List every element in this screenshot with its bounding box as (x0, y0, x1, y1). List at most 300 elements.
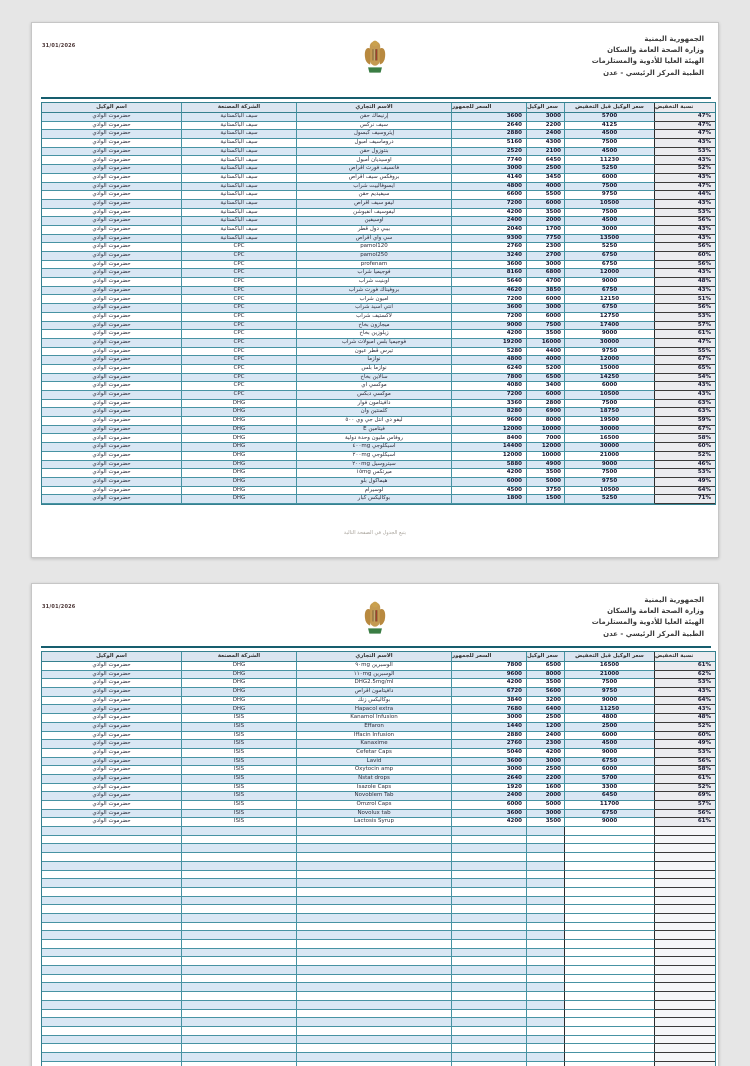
cell (182, 957, 297, 966)
cell: 6400 (527, 705, 565, 714)
empty-table-row (42, 1062, 715, 1066)
cell: 6750 (565, 287, 655, 296)
cell: سيف الباكستانية (182, 165, 297, 174)
ministry-line-1: الجمهورية اليمنية (644, 596, 704, 604)
cell (182, 1036, 297, 1045)
cell: 10000 (527, 426, 565, 435)
table-row (42, 313, 715, 322)
cell: سيف الباكستانية (182, 130, 297, 139)
empty-table-row (42, 862, 715, 871)
cell (655, 923, 715, 932)
cell: 2100 (527, 148, 565, 157)
cell: 2760 (452, 740, 527, 749)
cell: 4900 (527, 461, 565, 470)
cell: 3500 (527, 818, 565, 827)
table-row (42, 165, 715, 174)
header-divider (41, 97, 711, 99)
cell: حضرموت الوادي (42, 740, 182, 749)
cell: ليفو دي انتل جي وي ٥٠٠ (297, 417, 452, 426)
table-row (42, 426, 715, 435)
table-row (42, 113, 715, 122)
cell: DHG (182, 434, 297, 443)
cell: حضرموت الوادي (42, 732, 182, 741)
cell: 4500 (565, 130, 655, 139)
cell: DHG (182, 662, 297, 671)
cell (42, 1053, 182, 1062)
cell (527, 1001, 565, 1010)
cell (452, 1036, 527, 1045)
table-row (42, 304, 715, 313)
cell: 12000 (527, 443, 565, 452)
cell: ISIS (182, 810, 297, 819)
cell: 12750 (565, 313, 655, 322)
ministry-line-2: وزارة الصحة العامة والسكان (607, 46, 704, 55)
cell (42, 923, 182, 932)
cell: حضرموت الوادي (42, 235, 182, 244)
cell: 49% (655, 478, 715, 487)
cell (42, 983, 182, 992)
cell: Lavid (297, 758, 452, 767)
cell (452, 1010, 527, 1019)
cell (527, 914, 565, 923)
cell: 2400 (527, 130, 565, 139)
ministry-line-1: الجمهورية اليمنية (644, 35, 704, 43)
cell (42, 957, 182, 966)
cell: 4080 (452, 382, 527, 391)
cell: سيف الباكستانية (182, 217, 297, 226)
cell: CPC (182, 243, 297, 252)
cell: 7500 (565, 209, 655, 218)
cell (182, 914, 297, 923)
empty-table-row (42, 1053, 715, 1062)
cell: 5600 (527, 688, 565, 697)
ministry-line-4: الطبية المركز الرئيسي - عدن (603, 68, 704, 77)
cell: 5500 (527, 191, 565, 200)
cell (297, 1062, 452, 1066)
cell: حضرموت الوادي (42, 217, 182, 226)
cell (565, 1001, 655, 1010)
table-row (42, 148, 715, 157)
cell: 7200 (452, 391, 527, 400)
cell: 7500 (565, 400, 655, 409)
cell: 47% (655, 122, 715, 131)
cell: 3600 (452, 810, 527, 819)
cell (297, 940, 452, 949)
table-row (42, 391, 715, 400)
table-row (42, 749, 715, 758)
table-row (42, 269, 715, 278)
cell (182, 949, 297, 958)
cell: 6000 (565, 766, 655, 775)
cell: 18750 (565, 408, 655, 417)
cell (452, 949, 527, 958)
cell: 6450 (565, 792, 655, 801)
column-header: السعر للجمهور (452, 652, 527, 662)
cell (527, 844, 565, 853)
cell: 6000 (452, 478, 527, 487)
yemen-eagle-emblem-icon (362, 36, 388, 82)
cell: 58% (655, 766, 715, 775)
cell: 8160 (452, 269, 527, 278)
cell: حضرموت الوادي (42, 122, 182, 131)
cell (42, 844, 182, 853)
cell (655, 1010, 715, 1019)
cell (182, 844, 297, 853)
cell: 1440 (452, 723, 527, 732)
cell (452, 992, 527, 1001)
cell (565, 836, 655, 845)
cell (565, 871, 655, 880)
cell: ISIS (182, 723, 297, 732)
cell: 5700 (565, 113, 655, 122)
cell: 2040 (452, 226, 527, 235)
cell: 52% (655, 784, 715, 793)
empty-table-row (42, 992, 715, 1001)
column-header: اسم الوكيل (42, 652, 182, 662)
cell: الوسبرين ١١٠mg (297, 671, 452, 680)
cell: سيف الباكستانية (182, 113, 297, 122)
cell: 6750 (565, 304, 655, 313)
cell: CPC (182, 261, 297, 270)
cell: 1920 (452, 784, 527, 793)
cell: 3450 (527, 174, 565, 183)
cell: 3840 (452, 697, 527, 706)
cell: 10500 (565, 391, 655, 400)
cell: حضرموت الوادي (42, 487, 182, 496)
cell (655, 1053, 715, 1062)
cell: 43% (655, 235, 715, 244)
cell: 5880 (452, 461, 527, 470)
empty-table-row (42, 836, 715, 845)
cell: Omzrol Caps (297, 801, 452, 810)
cell (452, 923, 527, 932)
empty-table-row (42, 966, 715, 975)
cell: 43% (655, 688, 715, 697)
cell (42, 1027, 182, 1036)
empty-table-row (42, 1018, 715, 1027)
cell: 6000 (527, 391, 565, 400)
table-row (42, 697, 715, 706)
cell: 1800 (452, 495, 527, 504)
cell: 16000 (527, 339, 565, 348)
cell (655, 871, 715, 880)
cell (655, 897, 715, 906)
cell: 6800 (527, 269, 565, 278)
empty-table-row (42, 1001, 715, 1010)
cell: حضرموت الوادي (42, 391, 182, 400)
cell: 7680 (452, 705, 527, 714)
cell: ميجازون بخاخ (297, 322, 452, 331)
cell: 5000 (527, 478, 565, 487)
cell (565, 949, 655, 958)
cell (452, 897, 527, 906)
cell (182, 983, 297, 992)
cell: 1500 (527, 495, 565, 504)
cell: CPC (182, 295, 297, 304)
cell: DHG (182, 495, 297, 504)
cell (655, 862, 715, 871)
table-row (42, 261, 715, 270)
cell (527, 1036, 565, 1045)
cell: 8280 (452, 408, 527, 417)
cell: 47% (655, 183, 715, 192)
cell: 56% (655, 217, 715, 226)
cell: 6000 (527, 295, 565, 304)
cell: 5250 (565, 243, 655, 252)
cell: 3000 (527, 758, 565, 767)
cell: 61% (655, 775, 715, 784)
cell: حضرموت الوادي (42, 408, 182, 417)
cell: حضرموت الوادي (42, 287, 182, 296)
cell (655, 983, 715, 992)
cell: بوكاليكس زنك (297, 697, 452, 706)
cell: 3000 (565, 226, 655, 235)
cell: سيف الباكستانية (182, 139, 297, 148)
cell: Kanamol Infusion (297, 714, 452, 723)
cell: 6000 (527, 313, 565, 322)
cell: حضرموت الوادي (42, 461, 182, 470)
cell: 3600 (452, 304, 527, 313)
cell: Novoblem Tab (297, 792, 452, 801)
cell (565, 914, 655, 923)
cell: حضرموت الوادي (42, 365, 182, 374)
cell: 12150 (565, 295, 655, 304)
cell: 1600 (527, 784, 565, 793)
cell: حضرموت الوادي (42, 278, 182, 287)
cell: 57% (655, 801, 715, 810)
cell (452, 914, 527, 923)
cell: 4800 (452, 356, 527, 365)
cell: 2200 (527, 122, 565, 131)
table-row (42, 487, 715, 496)
cell (182, 897, 297, 906)
cell: 2000 (527, 217, 565, 226)
cell (297, 836, 452, 845)
cell: 56% (655, 304, 715, 313)
cell: ISIS (182, 818, 297, 827)
cell: 54% (655, 374, 715, 383)
table-row (42, 723, 715, 732)
cell (452, 1018, 527, 1027)
cell (42, 897, 182, 906)
cell: حضرموت الوادي (42, 191, 182, 200)
cell: 56% (655, 243, 715, 252)
cell (452, 888, 527, 897)
cell: CPC (182, 356, 297, 365)
footer-note: يتبع الجدول في الصفحة التالية (343, 530, 407, 536)
cell: 6000 (527, 200, 565, 209)
column-header: الشركة المصنعة (182, 652, 297, 662)
table-row (42, 469, 715, 478)
cell: Cefetar Caps (297, 749, 452, 758)
cell (655, 905, 715, 914)
cell: 43% (655, 382, 715, 391)
cell: حضرموت الوادي (42, 688, 182, 697)
cell: 5250 (565, 495, 655, 504)
cell: DHG (182, 400, 297, 409)
cell: 7500 (565, 679, 655, 688)
table-row (42, 382, 715, 391)
table-row (42, 322, 715, 331)
cell: 30000 (565, 443, 655, 452)
cell: حضرموت الوادي (42, 443, 182, 452)
cell: فانسيف فورت أقراص (297, 165, 452, 174)
cell: حضرموت الوادي (42, 792, 182, 801)
cell: حضرموت الوادي (42, 183, 182, 192)
table-row (42, 434, 715, 443)
cell: ISIS (182, 740, 297, 749)
table-row (42, 122, 715, 131)
cell: موكسي دبكس (297, 391, 452, 400)
report-date: 31/01/2026 (42, 604, 76, 610)
cell: 53% (655, 209, 715, 218)
empty-table-row (42, 827, 715, 836)
cell (527, 992, 565, 1001)
cell (182, 1027, 297, 1036)
cell: 3000 (527, 113, 565, 122)
cell: سيف الباكستانية (182, 191, 297, 200)
cell: pamol250 (297, 252, 452, 261)
cell: Isazole Caps (297, 784, 452, 793)
cell: 2400 (452, 217, 527, 226)
cell: 4200 (452, 469, 527, 478)
cell: 4000 (527, 183, 565, 192)
cell: ISIS (182, 749, 297, 758)
empty-table-row (42, 905, 715, 914)
cell (565, 1044, 655, 1053)
table-row (42, 766, 715, 775)
cell: 4500 (565, 148, 655, 157)
empty-table-row (42, 949, 715, 958)
cell: إيثروسيف كبسول (297, 130, 452, 139)
cell: 12000 (452, 452, 527, 461)
cell: لوسيرام (297, 487, 452, 496)
table-row (42, 191, 715, 200)
cell (297, 923, 452, 932)
cell: 3600 (452, 113, 527, 122)
cell: روفاس مليون وحدة دولية (297, 434, 452, 443)
cell: 6750 (565, 810, 655, 819)
cell (297, 888, 452, 897)
cell: 2640 (452, 775, 527, 784)
table-row (42, 740, 715, 749)
cell: 4800 (565, 714, 655, 723)
cell: حضرموت الوادي (42, 818, 182, 827)
cell: 4800 (452, 183, 527, 192)
cell: pamol120 (297, 243, 452, 252)
empty-table-row (42, 888, 715, 897)
cell: 2880 (452, 130, 527, 139)
cell (452, 931, 527, 940)
cell: 14250 (565, 374, 655, 383)
cell: حضرموت الوادي (42, 766, 182, 775)
cell (42, 940, 182, 949)
cell (182, 888, 297, 897)
cell: حضرموت الوادي (42, 662, 182, 671)
cell (527, 827, 565, 836)
cell: 3500 (527, 679, 565, 688)
cell (655, 836, 715, 845)
cell: 7500 (565, 469, 655, 478)
cell: حضرموت الوادي (42, 723, 182, 732)
cell: حضرموت الوادي (42, 174, 182, 183)
cell: حضرموت الوادي (42, 382, 182, 391)
cell: 3400 (527, 382, 565, 391)
cell (565, 1010, 655, 1019)
cell: 53% (655, 749, 715, 758)
table-row (42, 714, 715, 723)
cell: 8000 (527, 417, 565, 426)
cell: 11700 (565, 801, 655, 810)
cell: سيف الباكستانية (182, 209, 297, 218)
cell (527, 853, 565, 862)
cell: 4500 (565, 740, 655, 749)
cell: 6000 (565, 174, 655, 183)
cell: 5040 (452, 749, 527, 758)
table-row (42, 705, 715, 714)
cell: حضرموت الوادي (42, 356, 182, 365)
table-row (42, 365, 715, 374)
cell: 3200 (527, 697, 565, 706)
cell: 21000 (565, 452, 655, 461)
cell (527, 940, 565, 949)
cell: سيف الباكستانية (182, 183, 297, 192)
cell: 9750 (565, 348, 655, 357)
cell: 8400 (452, 434, 527, 443)
table-row (42, 452, 715, 461)
cell: 3850 (527, 287, 565, 296)
cell: 47% (655, 339, 715, 348)
cell (297, 975, 452, 984)
cell (452, 1062, 527, 1066)
table-row (42, 287, 715, 296)
cell: CPC (182, 252, 297, 261)
cell: 5640 (452, 278, 527, 287)
cell: نوازما (297, 356, 452, 365)
cell (297, 827, 452, 836)
table-row (42, 130, 715, 139)
cell: سيف الباكستانية (182, 148, 297, 157)
table-row (42, 348, 715, 357)
cell: اوسيفين (297, 217, 452, 226)
cell: اوسيديان أمبول (297, 156, 452, 165)
cell (527, 983, 565, 992)
table-row (42, 792, 715, 801)
column-header: الشركة المصنعة (182, 103, 297, 113)
table-row (42, 801, 715, 810)
cell: دروماسيف أمبول (297, 139, 452, 148)
cell (452, 879, 527, 888)
cell: 4300 (527, 139, 565, 148)
cell: 71% (655, 495, 715, 504)
cell: 3750 (527, 487, 565, 496)
empty-table-row (42, 1027, 715, 1036)
cell: 3000 (527, 810, 565, 819)
cell (655, 966, 715, 975)
cell: 5250 (565, 165, 655, 174)
table-row (42, 775, 715, 784)
cell: 51% (655, 295, 715, 304)
cell: حضرموت الوادي (42, 322, 182, 331)
cell (655, 1036, 715, 1045)
cell: 2520 (452, 148, 527, 157)
cell: 2800 (527, 400, 565, 409)
cell: 5160 (452, 139, 527, 148)
cell: 69% (655, 792, 715, 801)
cell (527, 879, 565, 888)
cell: فوجيميا شراب (297, 269, 452, 278)
cell: ايسوفالييت شراب (297, 183, 452, 192)
